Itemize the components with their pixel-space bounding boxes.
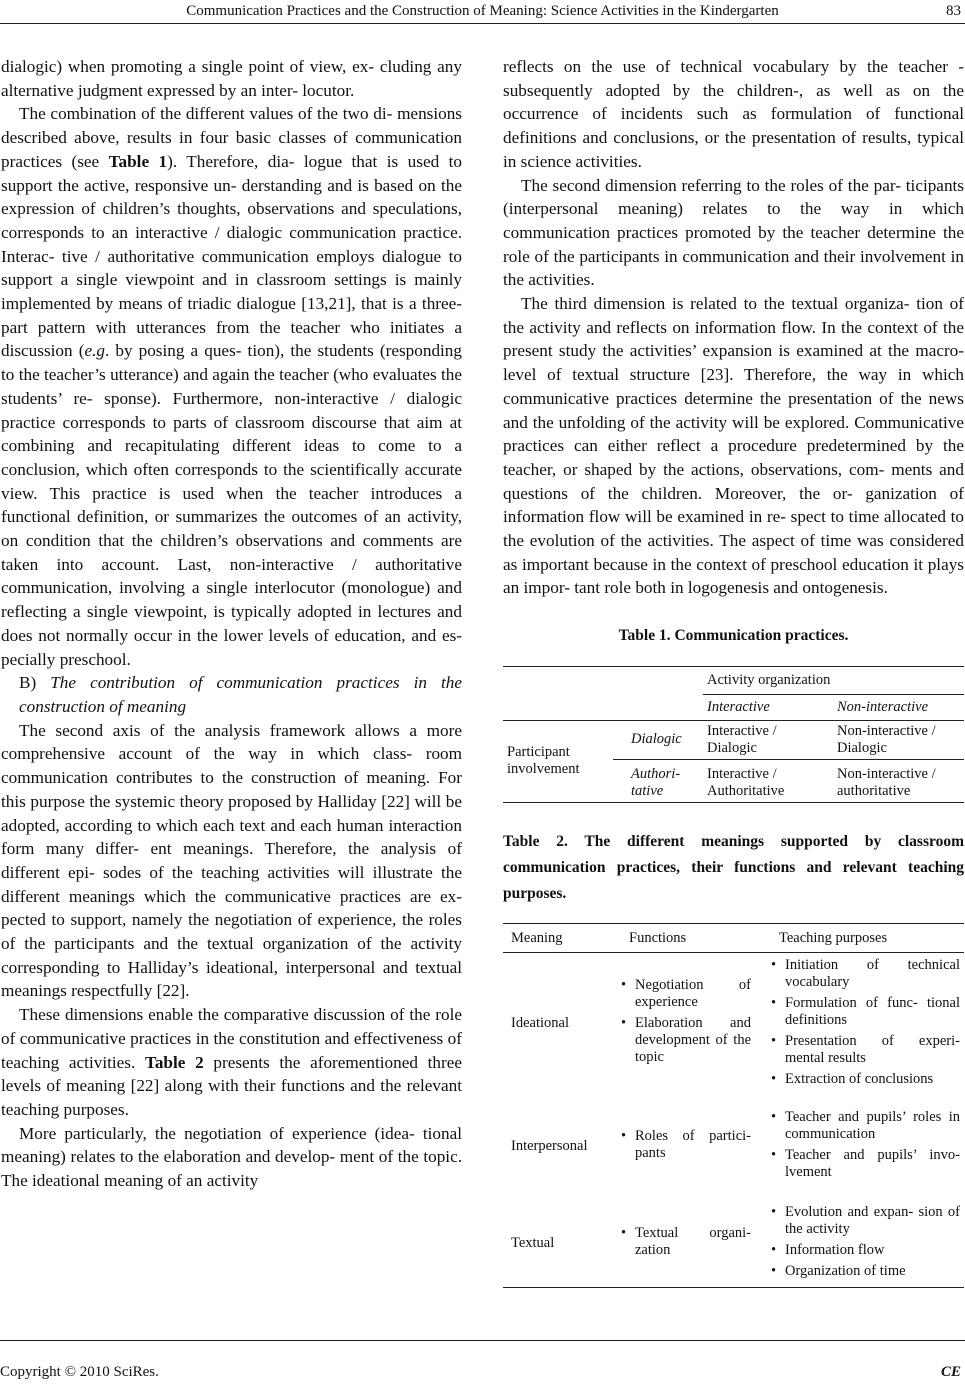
table2-meaning: Textual bbox=[503, 1188, 613, 1288]
paragraph: More particularly, the negotiation of experience (idea- tional meaning) relates to the elaboration and develop- ment of the topic. The ideational meaning of an activity bbox=[1, 1123, 462, 1191]
table2-meaning: Ideational bbox=[511, 1015, 569, 1032]
table2-header: Meaning bbox=[503, 923, 613, 952]
left-column bbox=[1, 55, 462, 1193]
list-item: • Elaboration and development of the topic bbox=[635, 1015, 751, 1066]
table1-cell: Interactive / Authoritative bbox=[703, 759, 833, 802]
table-reference: Table 2 bbox=[144, 1052, 204, 1072]
table2-functions bbox=[617, 1128, 751, 1162]
table2-caption: Table 2. The different meanings supported by classroom communication practices, their functions and relevant teaching purposes. bbox=[503, 832, 964, 902]
list-item: • Roles of partici- pants bbox=[635, 1128, 751, 1162]
table1-cell: Non-interactive / Dialogic bbox=[833, 720, 964, 759]
running-title: Communication Practices and the Construction of Meaning: Science Activities in the Kindergarten bbox=[186, 3, 779, 19]
page-number: 83 bbox=[946, 3, 961, 19]
list-item: • Presentation of experi- mental results bbox=[785, 1033, 960, 1067]
table2-header: Teaching purposes bbox=[763, 923, 964, 952]
table2-functions bbox=[617, 1225, 751, 1259]
list-item: • Initiation of technical vocabulary bbox=[785, 957, 960, 991]
footer-rule bbox=[0, 1340, 965, 1341]
table1-row-label: Dialogic bbox=[613, 720, 703, 759]
paragraph: The second dimension referring to the roles of the par- ticipants (interpersonal meaning) relates to the way in which communication practices promoted by the teacher determine the role of the participants in communication and their involvement in the activities. bbox=[503, 175, 964, 290]
section-heading: B) The contribution of communication practices in the construction of meaning bbox=[19, 673, 462, 716]
table1-col-header: Non-interactive bbox=[833, 694, 964, 720]
paragraph: reflects on the use of technical vocabulary by the teacher -subsequently adopted by the children-, as well as on the occurrence of incidents such as formulation of functional definitions and conclusions, or the presentation of results, typical in science activities. bbox=[503, 57, 964, 171]
paragraph: The third dimension is related to the textual organiza- tion of the activity and reflects on information flow. In the context of the present study the activities’ expansion is examined at the macro-level of textual structure [23]. Therefore, the way in which communicative practices determine the presentation of the news and the unfolding of the activity will be explored. Communicative practices can either reflect a procedure predetermined by the teacher, or shaped by the actions, observations, com- ments and questions of the children. Moreover, the or- ganization of information flow will be examined in re- spect to time allocated to the evolution of the activities. The aspect of time was considered as important because in the context of preschool education it plays an impor- tant role both in logogenesis and ontogenesis. bbox=[503, 294, 964, 598]
table1-cell: Non-interactive / authoritative bbox=[833, 759, 964, 802]
journal-abbrev: CE bbox=[940, 1364, 961, 1380]
table1-col-header: Interactive bbox=[703, 694, 833, 720]
running-header bbox=[0, 0, 965, 26]
table2-functions bbox=[617, 977, 751, 1066]
list-item: • Evolution and expan- sion of the activity bbox=[785, 1204, 960, 1238]
table2-meaning: Interpersonal bbox=[511, 1138, 588, 1155]
paragraph: dialogic) when promoting a single point of view, ex- cluding any alternative judgment expressed by an inter- locutor. bbox=[1, 57, 462, 100]
table1-row-label: Authori- tative bbox=[613, 759, 703, 802]
table-reference: Table 1 bbox=[108, 151, 168, 171]
table2-header: Functions bbox=[613, 923, 763, 952]
paragraph: These dimensions enable the comparative discussion of the role of communicative practices in the constitution and effectiveness of teaching activities. Table 2 presents the aforementioned three levels of meaning [22] along with their functions and the relevant teaching purposes. bbox=[1, 1005, 462, 1119]
right-column bbox=[503, 55, 964, 1288]
paragraph: The combination of the different values of the two di- mensions described above, results in four basic classes of communication practices (see Table 1). Therefore, dia- logue that is used to support the active, responsive un- derstanding and is based on the expression of children’s thoughts, observations and speculations, corresponds to an interactive / dialogic communication practice. Interac- tive / authoritative communication employs dialogue to support a single viewpoint and in classroom settings is mainly implemented by means of triadic dialogue [13,21], that is a three-part pattern with utterances from the teacher who initiates a discussion (e.g. by posing a ques- tion), the students (responding to the teacher’s utterance) and again the teacher (who evaluates the students’ re- sponse). Furthermore, non-interactive / dialogic practice corresponds to parts of classroom discourse that aim at combining and recapitulating different ideas to come to a conclusion, which often corresponds to the scientifically accurate view. This practice is used when the teacher introduces a functional definition, or summarizes the outcomes of an activity, on condition that the children’s observations and comments are taken into account. Last, non-interactive / authoritative communication, involving a single interlocutor (monologue) and reflecting a single viewpoint, is typically adopted in lectures and does not normally occur in the lower levels of education, and es- pecially preschool. bbox=[1, 104, 462, 669]
table1-row-group: Participant involvement bbox=[503, 720, 613, 802]
copyright: Copyright © 2010 SciRes. bbox=[0, 1364, 159, 1380]
table2 bbox=[503, 923, 964, 1288]
table2-purposes bbox=[767, 957, 960, 1088]
list-item: • Textual organi- zation bbox=[635, 1225, 751, 1259]
list-item: • Teacher and pupils’ invo- lvement bbox=[785, 1147, 960, 1181]
header-rule bbox=[0, 23, 965, 24]
table1 bbox=[503, 666, 964, 803]
list-item: • Teacher and pupils’ roles in communication bbox=[785, 1109, 960, 1143]
table2-purposes bbox=[767, 1109, 960, 1181]
list-item: • Extraction of conclusions bbox=[785, 1071, 960, 1088]
list-item: • Negotiation of experience bbox=[635, 977, 751, 1011]
list-item: • Organization of time bbox=[785, 1263, 960, 1280]
table1-cell: Interactive / Dialogic bbox=[703, 720, 833, 759]
table2-purposes bbox=[767, 1204, 960, 1280]
list-item: • Formulation of func- tional definitions bbox=[785, 995, 960, 1029]
list-item: • Information flow bbox=[785, 1242, 960, 1259]
table1-caption: Table 1. Communication practices. bbox=[618, 627, 849, 645]
paragraph: The second axis of the analysis framework allows a more comprehensive account of the way in which class- room communication contributes to the construction of meaning. For this purpose the systemic theory proposed by Halliday [22] will be adopted, according to which each text and each human interaction form many differ- ent meanings. Therefore, the analysis of different epi- sodes of the teaching activities will illustrate the different meanings which the communicative practices are ex- pected to support, namely the negotiation of experience, the roles of the participants and the textual organization of the activity corresponding to Halliday’s ideational, interpersonal and textual meanings respectfully [22]. bbox=[1, 720, 462, 1001]
table1-group-header: Activity organization bbox=[703, 666, 964, 694]
